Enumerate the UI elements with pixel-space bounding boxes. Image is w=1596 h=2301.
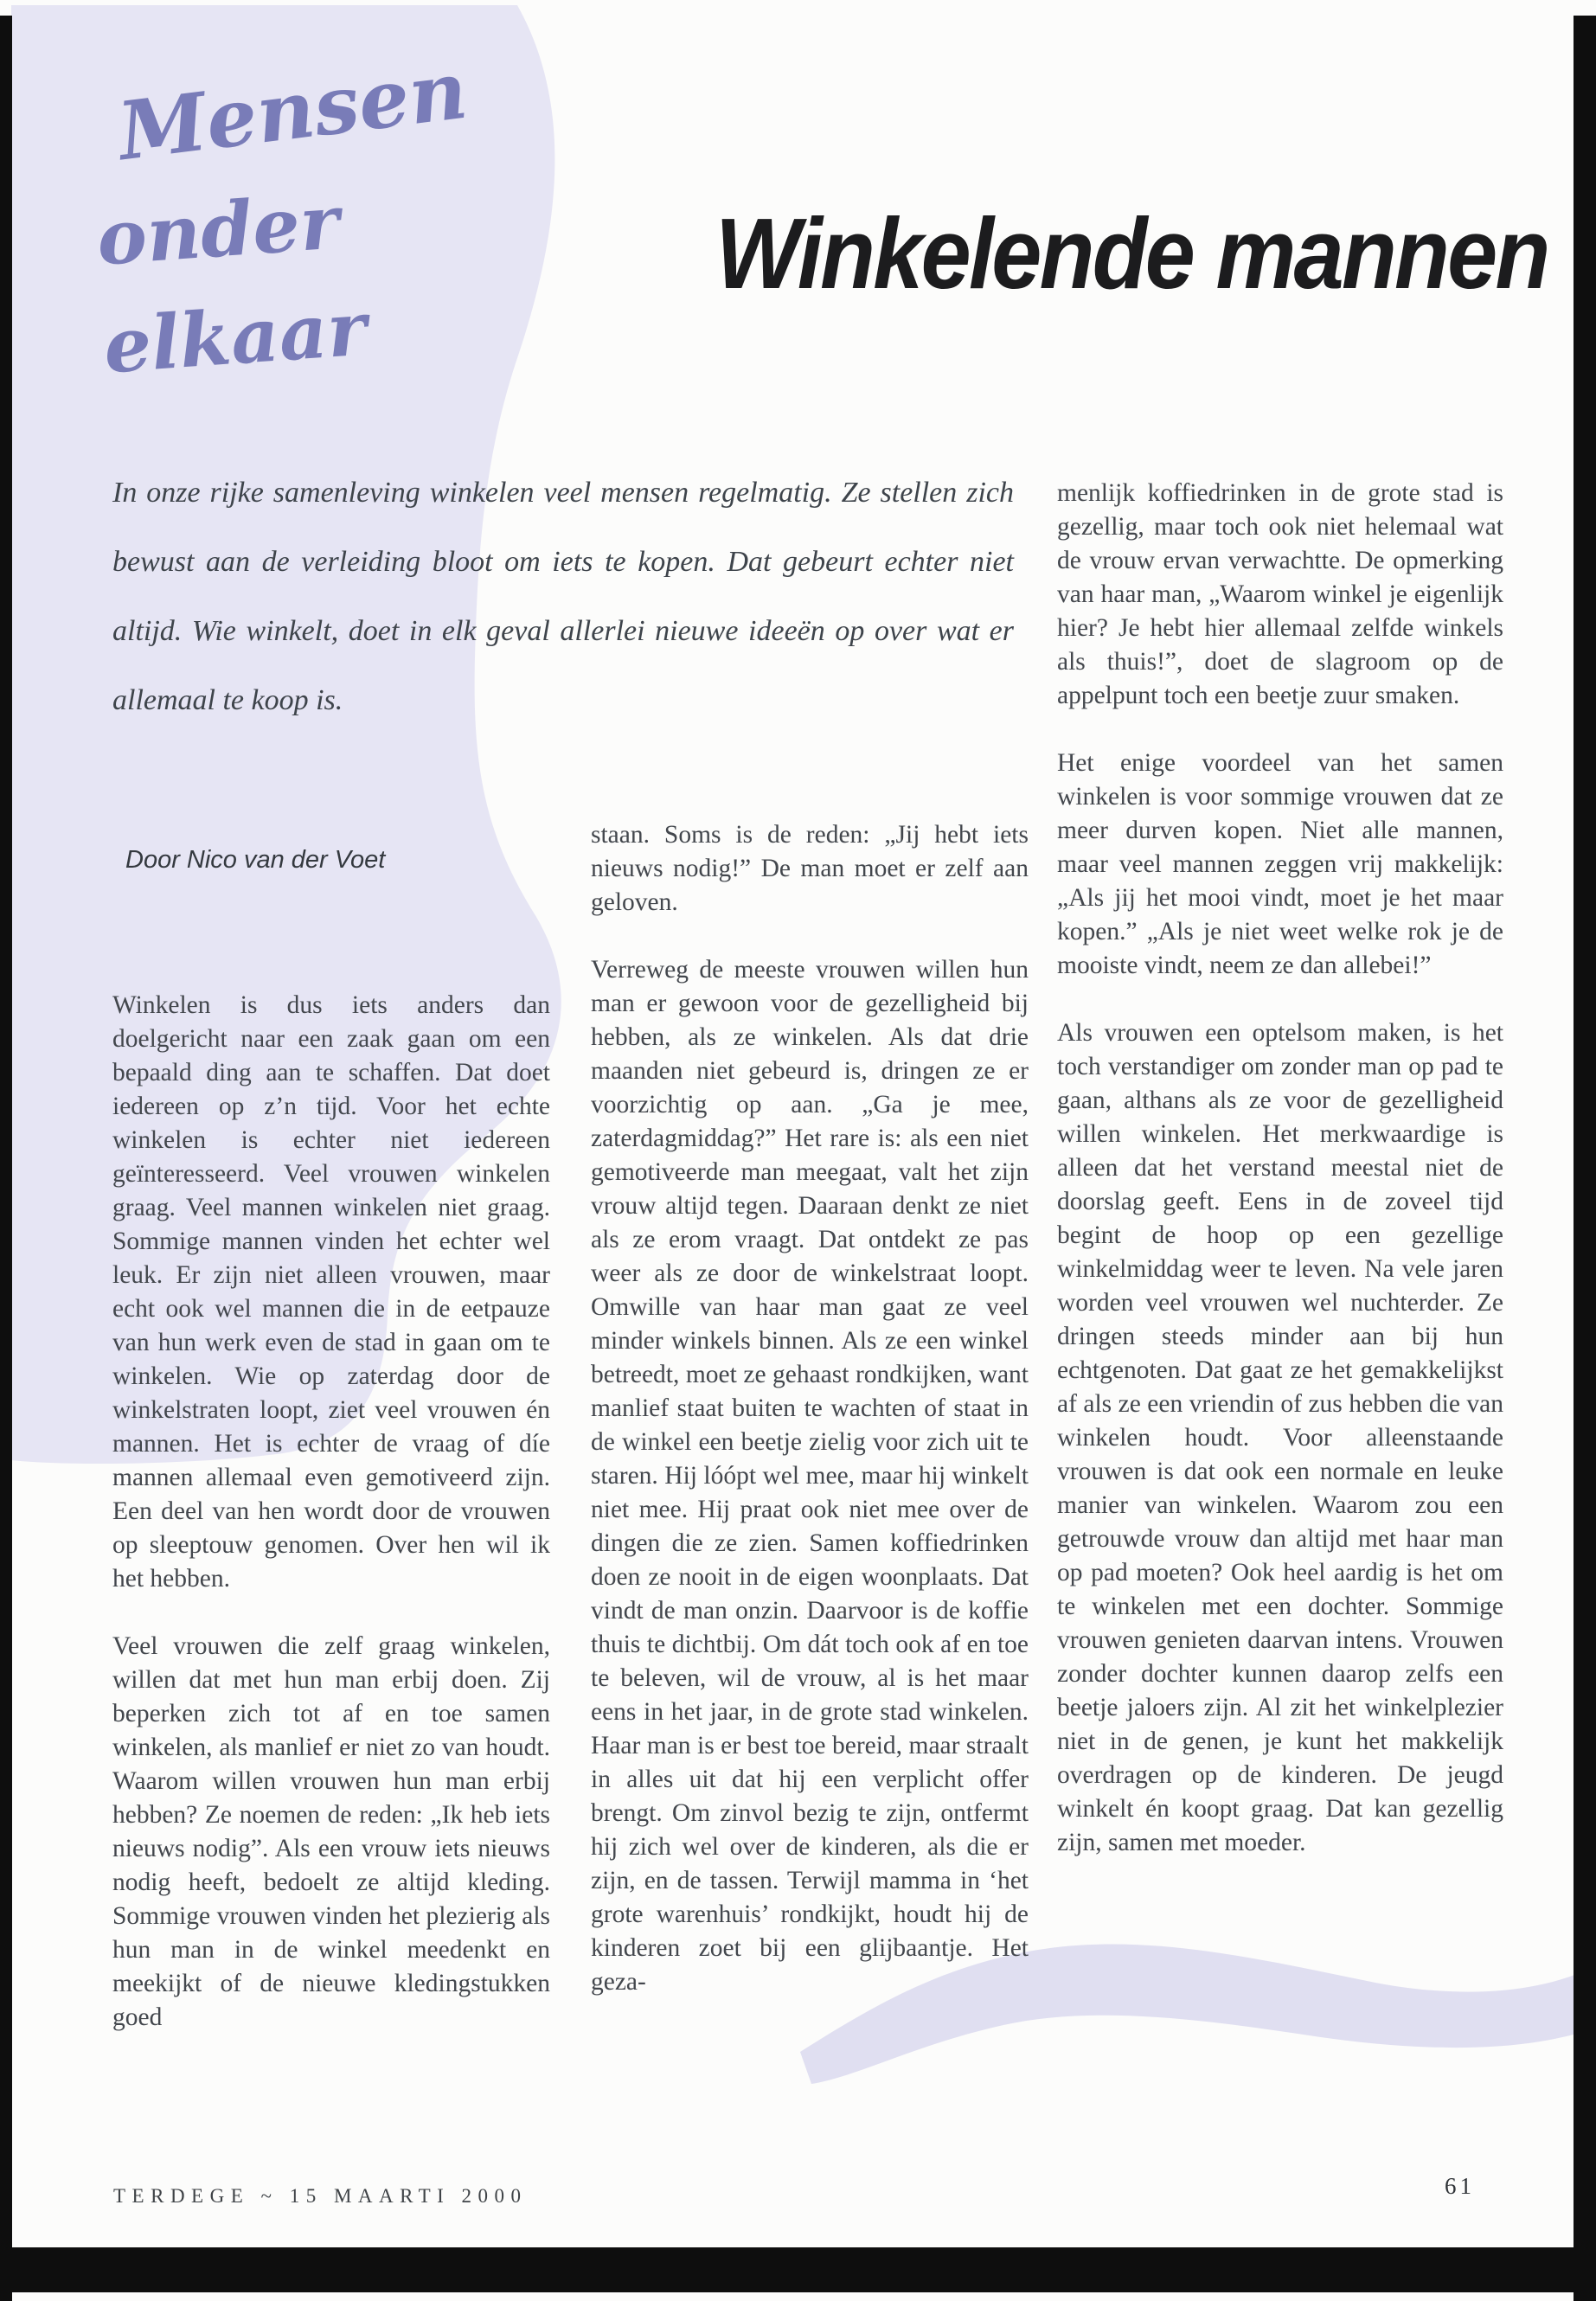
article-title: [623, 195, 1548, 311]
footer-publication-date: TERDEGE ~ 15 MAARTI 2000: [113, 2185, 528, 2207]
article-byline: Door Nico van der Voet: [125, 846, 386, 874]
column2-paragraph-2: Verreweg de meeste vrouwen willen hun man er gewoon voor de gezelligheid bij hebben, als ze winkelen. Als dat drie maanden niet gebeurd is, dringen ze er voorzichtig op aan. „Ga je mee, zaterdagmiddag?” Het rare is: als een niet gemotiveerde man meegaat, valt het zijn vrouw altijd tegen. Daaraan denkt ze niet als ze erom vraagt. Dat ontdekt ze pas weer als ze door de winkelstraat loopt. Omwille van haar man gaat ze veel minder winkels binnen. Als ze een winkel betreedt, moet ze gehaast rondkijken, want manlief staat buiten te wachten of staat in de winkel een beetje zielig voor zich uit te staren. Hij lóópt wel mee, maar hij winkelt niet mee. Hij praat ook niet mee over de dingen die ze zien. Samen koffiedrinken doen ze nooit in de eigen woonplaats. Dat vindt de man onzin. Daarvoor is de koffie thuis te dichtbij. Om dát toch ook af en toe te beleven, wil de vrouw, al is het maar eens in het jaar, in de grote stad winkelen. Haar man is er best toe bereid, maar straalt in alles uit dat hij een verplicht offer brengt. Om zinvol bezig te zijn, ontfermt hij zich wel over de kinderen, als die er zijn, en de tassen. Terwijl mamma in ‘het grote warenhuis’ rondkijkt, houdt hij de kinderen zoet bij een glijbaantje. Het geza-: [591, 956, 1029, 1996]
article-title-text: Winkelende mannen: [715, 197, 1548, 310]
column1-paragraph-1: Winkelen is dus iets anders dan doelgericht naar een zaak gaan om een bepaald ding aan te schaffen. Dat doet iedereen op z’n tijd. Voor het echte winkelen is echter niet iedereen geïnteresseerd. Veel vrouwen winkelen graag. Veel mannen winkelen niet graag. Sommige mannen vinden het echter wel leuk. Er zijn niet alleen vrouwen, maar echt ook wel mannen die in de eetpauze van hun werk even de stad in gaan om te winkelen. Wie op zaterdag door de winkelstraten loopt, ziet veel vrouwen én mannen. Het is echter de vraag of díe mannen allemaal even gemotiveerd zijn. Een deel van hen wordt door de vrouwen op sleeptouw genomen. Over hen wil ik het hebben.: [112, 991, 550, 1593]
column3-paragraph-3: Als vrouwen een optelsom maken, is het toch verstandiger om zonder man op pad te gaan, althans als ze voor de gezelligheid willen winkelen. Het merkwaardige is alleen dat het verstand meestal niet de doorslag geeft. Eens in de zoveel tijd begint de hoop op een gezellige winkelmiddag weer te leven. Na vele jaren worden veel vrouwen wel nuchterder. Ze dringen steeds minder aan bij hun echtgenoten. Dat gaat ze het gemakkelijkst af als ze een vriendin of zus hebben die van winkelen houdt. Voor alleenstaande vrouwen is dat ook een normale en leuke manier van winkelen. Waarom zou een getrouwde vrouw dan altijd met haar man op pad moeten? Ook heel aardig is het om te winkelen met een dochter. Sommige vrouwen genieten daarvan intens. Vrouwen zonder dochter kunnen daarop zelfs een beetje jaloers zijn. Al zit het winkelplezier niet in de genen, je kunt het makkelijk overdragen op de kinderen. De jeugd winkelt én koopt graag. Dat kan gezellig zijn, samen met moeder.: [1057, 1019, 1503, 1856]
article-intro: In onze rijke samenleving winkelen veel mensen regelmatig. Ze stellen zich bewust aan de verleiding bloot om iets te kopen. Dat gebeurt echter niet altijd. Wie winkelt, doet in elk geval allerlei nieuwe ideeën op over wat er allemaal te koop is.: [112, 477, 1014, 716]
column1-paragraph-2: Veel vrouwen die zelf graag winkelen, willen dat met hun man erbij doen. Zij beperken zich tot af en toe samen winkelen, als manlief er niet zo van houdt. Waarom willen vrouwen hun man erbij hebben? Ze noemen de reden: „Ik heb iets nieuws nodig”. Als een vrouw iets nieuws nodig heeft, bedoelt ze altijd kleding. Sommige vrouwen vinden het plezierig als hun man in de winkel meedenkt en meekijkt of de nieuwe kledingstukken goed: [112, 1632, 550, 2031]
logo-word-mensen: Mensen: [112, 42, 472, 179]
page-edge-left-bar: [0, 16, 12, 2301]
page-edge-bottom-bar: [0, 2247, 1596, 2292]
logo-word-onder: onder: [93, 178, 343, 283]
text-column-3: [1057, 477, 1503, 1894]
page-edge-right-bar: [1574, 16, 1596, 2301]
column3-paragraph-1: menlijk koffiedrinken in de grote stad is gezellig, maar toch ook niet helemaal wat de vrouw ervan verwachtte. De opmerking van haar man, „Waarom winkel je eigenlijk hier? Je hebt hier allemaal zelfde winkels als thuis!”, doet de slagroom op de appelpunt toch een beetje zuur smaken.: [1057, 479, 1503, 709]
text-column-1: [112, 989, 550, 2068]
logo-word-elkaar: elkaar: [100, 285, 369, 391]
page-number: 61: [1445, 2173, 1475, 2199]
column2-paragraph-1: staan. Soms is de reden: „Jij hebt iets nieuws nodig!” De man moet er zelf aan geloven.: [591, 821, 1029, 916]
text-column-2: [591, 818, 1029, 2033]
column3-paragraph-2: Het enige voordeel van het samen winkelen is voor sommige vrouwen dat ze meer durven kopen. Niet alle mannen, maar veel mannen zeggen vrij makkelijk: „Als jij het mooi vindt, moet je het maar kopen.” „Als je niet weet welke rok je de mooiste vindt, neem ze dan allebei!”: [1057, 749, 1503, 979]
